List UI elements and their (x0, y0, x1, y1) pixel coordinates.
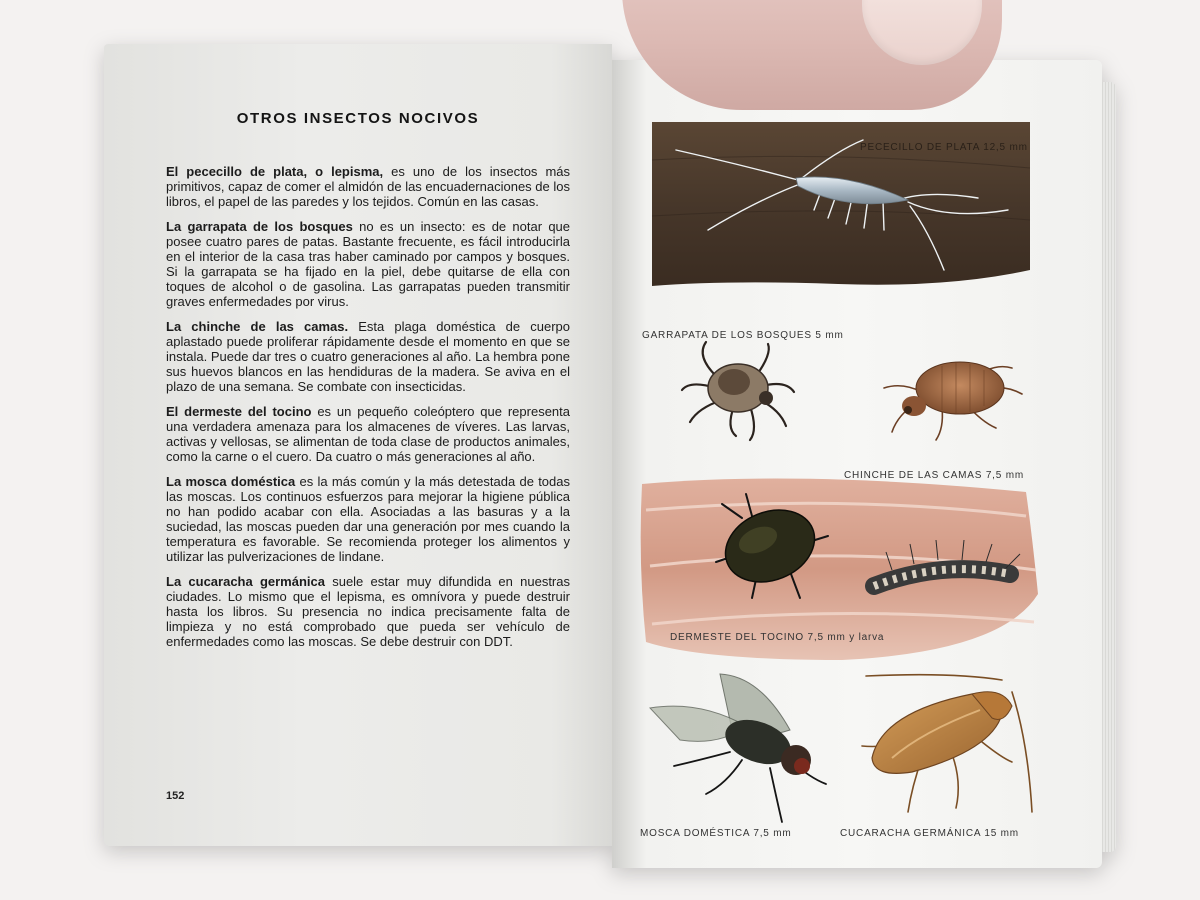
paragraph-text: es uno de los insectos más primitivos, capaz de comer el almidón de las encuadernaciones de los libros, el papel de las paredes y los tejidos. Común en las casas. (166, 164, 570, 209)
paragraph-text: es un pequeño coleóptero que representa una verdadera amenaza para los almacenes de víveres. Las larvas, activas y vellosas, se alimentan de toda clase de productos animales, como la carne o el cuero. Da cuatro o más generaciones al año. (166, 404, 570, 464)
page-number: 152 (166, 790, 185, 802)
label-tick: GARRAPATA DE LOS BOSQUES 5 mm (642, 330, 844, 341)
paragraph-tick (166, 219, 570, 309)
paragraph-cockroach (166, 574, 570, 649)
paragraph-lead: La mosca doméstica (166, 474, 296, 489)
paragraph-lead: El dermeste del tocino (166, 404, 312, 419)
paragraph-lead: El pececillo de plata, o lepisma, (166, 164, 384, 179)
paragraph-text: es la más común y la más detestada de todas las moscas. Los continuos esfuerzos para mejorar la higiene pública no han podido acabar con ella. Asociadas a las basuras y a la suciedad, las moscas pueden dar una generación por mes cuando la temperatura es favorable. Se recomienda proteger los alimentos y utilizar las pulverizaciones de lindane. (166, 474, 571, 564)
label-bedbug: CHINCHE DE LAS CAMAS 7,5 mm (844, 470, 1024, 481)
open-book (104, 42, 1116, 854)
label-cockroach: CUCARACHA GERMÁNICA 15 mm (840, 828, 1019, 839)
cockroach-illustration (852, 662, 1042, 822)
paragraph-lead: La garrapata de los bosques (166, 219, 353, 234)
page-heading: OTROS INSECTOS NOCIVOS (236, 110, 480, 127)
label-silverfish: PECECILLO DE PLATA 12,5 mm (860, 142, 1028, 153)
right-page (612, 60, 1102, 868)
label-housefly: MOSCA DOMÉSTICA 7,5 mm (640, 828, 792, 839)
bedbug-illustration (872, 342, 1032, 442)
tick-illustration (676, 336, 806, 446)
housefly-illustration (650, 660, 850, 830)
paragraph-lead: La chinche de las camas. (166, 319, 349, 334)
paragraph-dermestes (166, 404, 570, 464)
paragraph-text: Esta plaga doméstica de cuerpo aplastado puede proliferar rápidamente desde el momento en que se instala. Puede dar tres o cuatro generaciones al año. La hembra pone sus huevos blancos en las hendiduras de la madera. Se aviva en el plazo de una semana. Se combate con insecticidas. (166, 319, 571, 394)
paragraph-housefly (166, 474, 570, 564)
paragraph-silverfish (166, 164, 570, 209)
paragraph-text: no es un insecto: es de notar que posee cuatro pares de patas. Bastante frecuente, es fácil introducirla en el interior de la casa tras haber caminado por campos y bosques. Si la garrapata se ha fijado en la piel, debe quitarse de ella con toques de alcohol o de gasolina. Las garrapatas pueden transmitir graves enfermedades por virus. (166, 219, 571, 309)
article-body (166, 164, 570, 659)
paragraph-text: suele estar muy difundida en nuestras ciudades. Lo mismo que el lepisma, es omnívora y puede destruir hasta los libros. Su presencia no indica precisamente falta de limpieza y no está comprobado que pueda ser vehículo de enfermedades como las moscas. Se debe destruir con DDT. (166, 574, 570, 649)
paragraph-lead: La cucaracha germánica (166, 574, 325, 589)
paragraph-bedbug (166, 319, 570, 394)
label-dermestes: DERMESTE DEL TOCINO 7,5 mm y larva (670, 632, 885, 643)
left-page (104, 44, 612, 846)
fingernail (862, 0, 982, 65)
